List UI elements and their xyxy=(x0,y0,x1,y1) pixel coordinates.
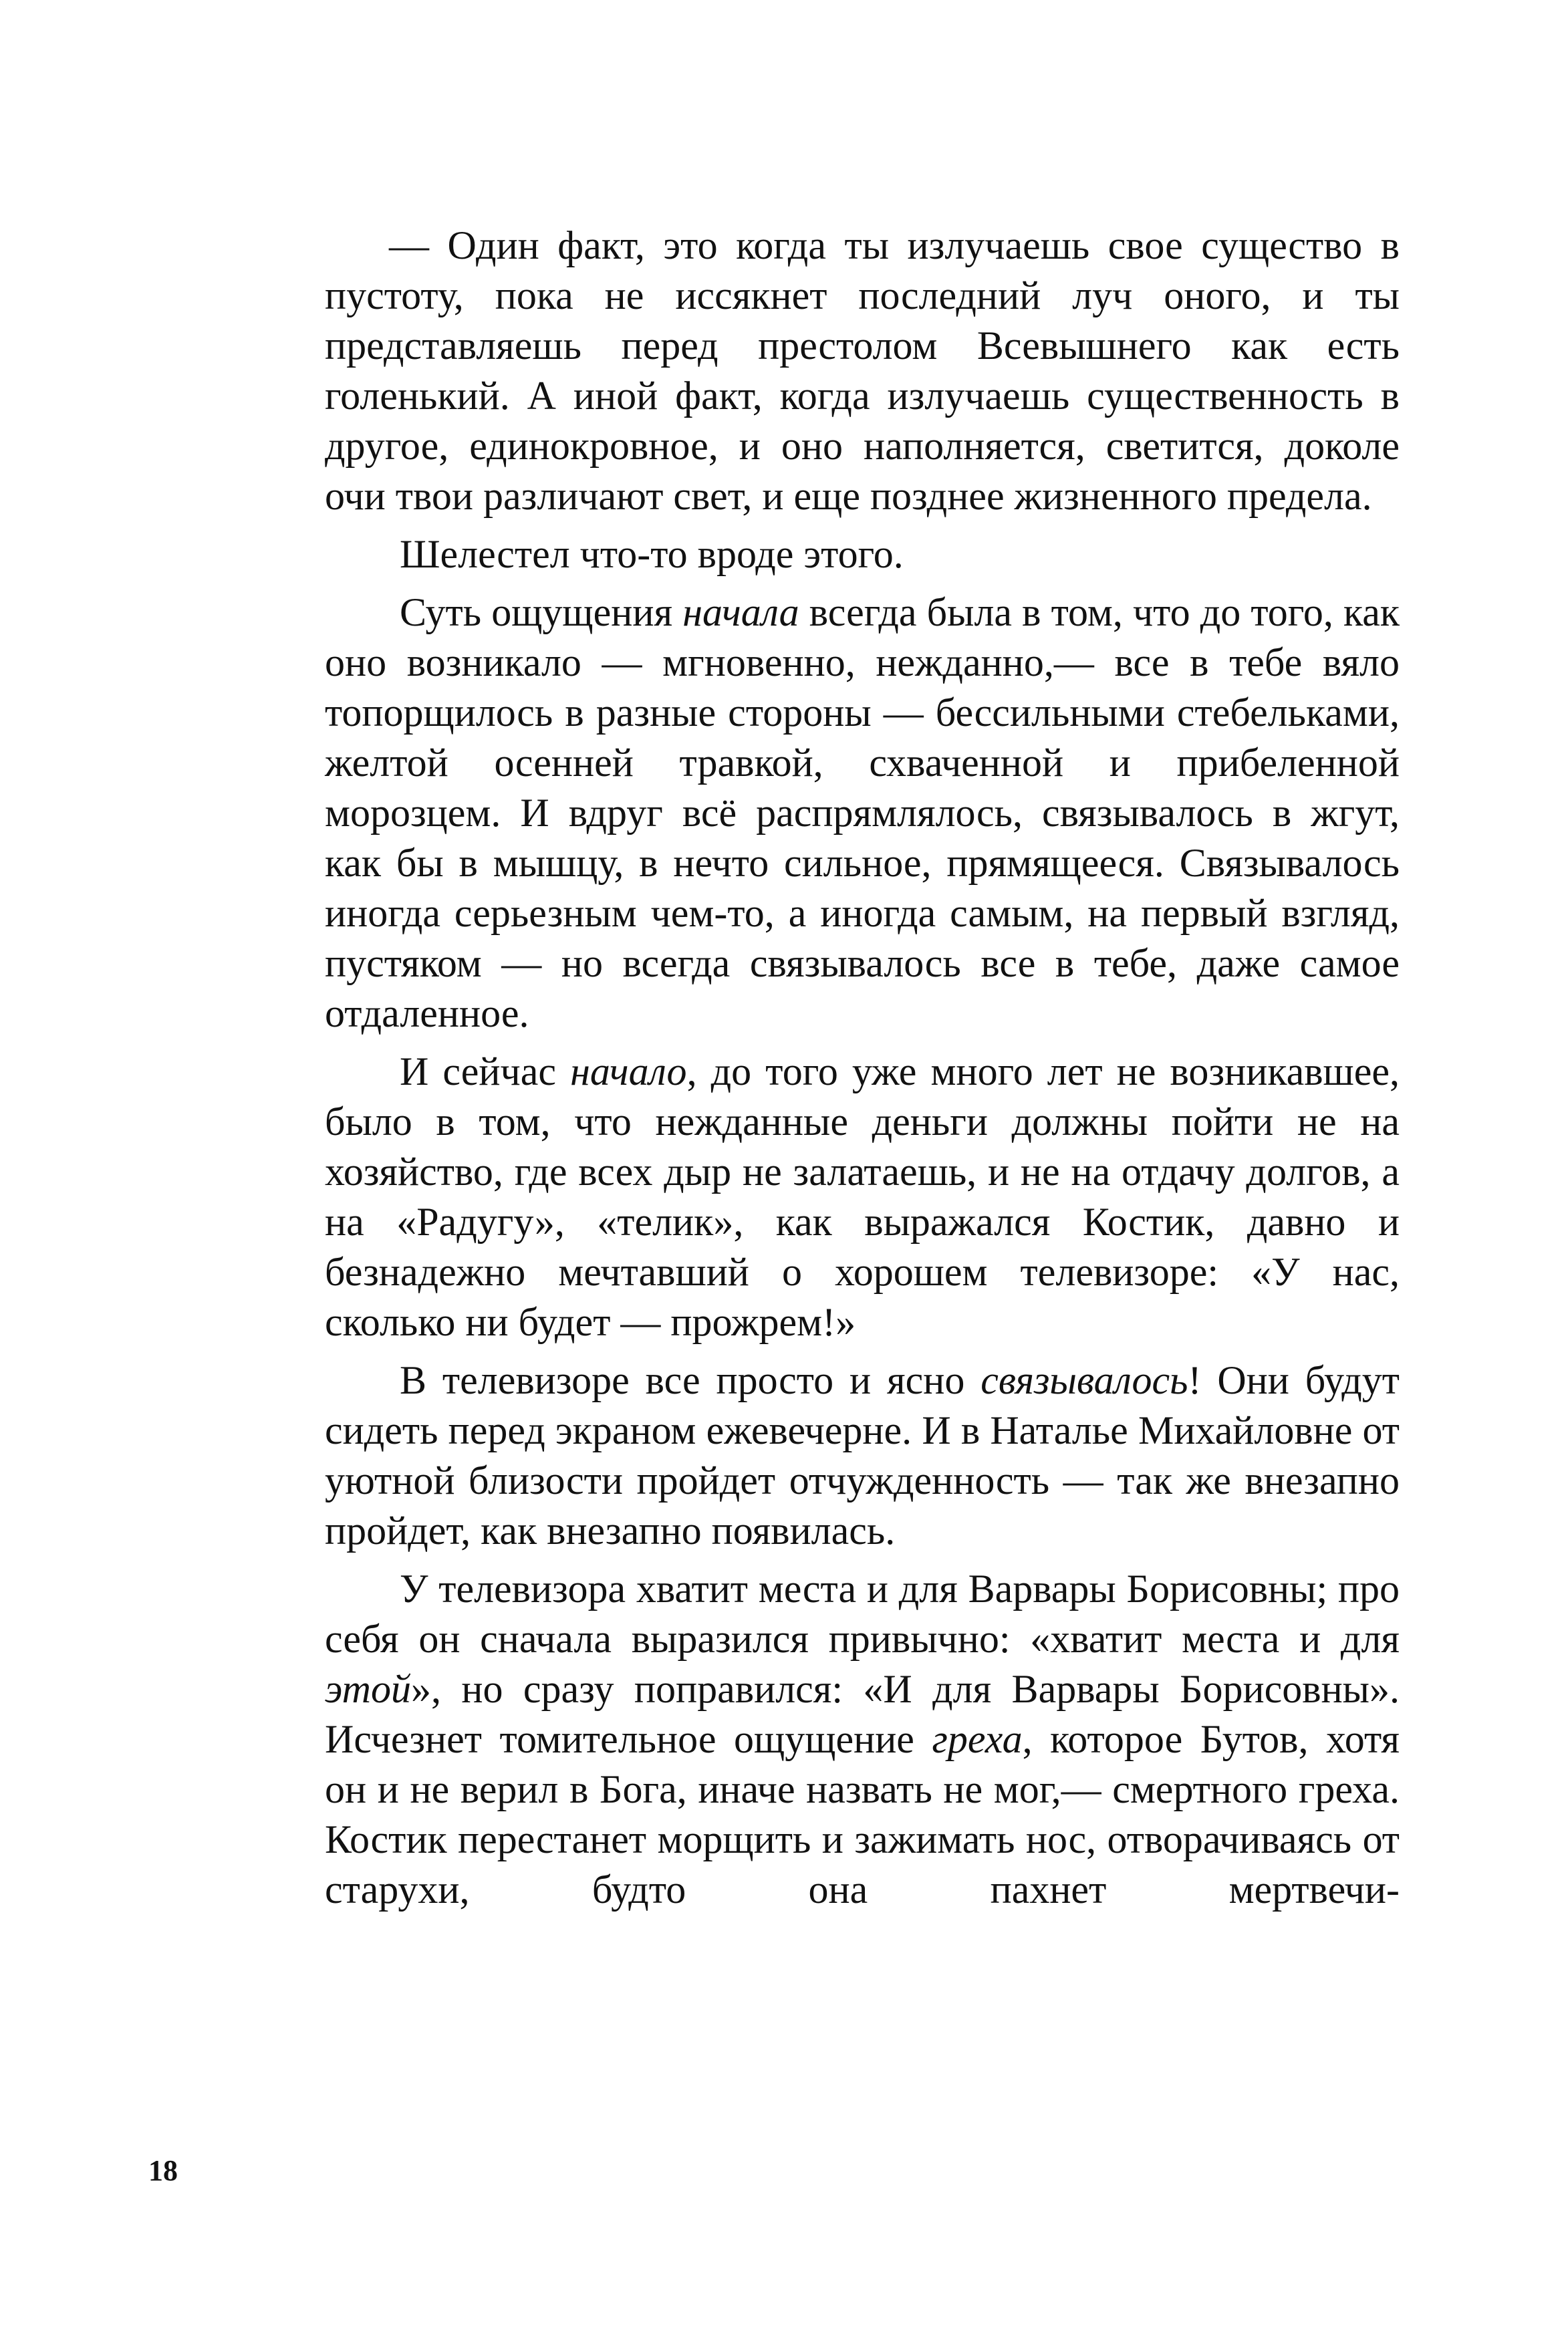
paragraph-6-text-c: , которое Бутов, хотя он и не верил в Бога, иначе назвать не мог,— смертного греха. Костик перестанет морщить и зажимать нос, отворачиваясь от старухи, будто она пахнет мертвечи- xyxy=(325,1717,1400,1912)
paragraph-3 xyxy=(325,588,1400,1039)
paragraph-3-text-a: Суть ощущения xyxy=(400,590,683,634)
paragraph-5 xyxy=(325,1355,1400,1556)
paragraph-2-text: Шелестел что-то вроде этого. xyxy=(400,532,904,576)
paragraph-6-text-a: У телевизора хватит места и для Варвары Борисовны; про себя он сначала выразился привычно: «хватит места и для xyxy=(325,1567,1400,1661)
paragraph-6 xyxy=(325,1564,1400,1915)
body-text xyxy=(325,221,1400,1915)
italic-word-etoy: этой xyxy=(325,1667,411,1711)
paragraph-5-text-b: ! Они будут сидеть перед экраном ежевечерне. И в Наталье Михайловне от уютной близости пройдет отчужденность — так же внезапно пройдет, как внезапно появилась. xyxy=(325,1358,1400,1553)
paragraph-3-text-b: всегда была в том, что до того, как оно возникало — мгновенно, нежданно,— все в тебе вяло топорщилось в разные стороны — бессильными стебельками, желтой осенней травкой, схваченной и прибеленной морозцем. И вдруг всё распрямлялось, связывалось в жгут, как бы в мышцу, в нечто сильное, прямящееся. Связывалось иногда серьезным чем-то, а иногда самым, на первый взгляд, пустяком — но всегда связывалось все в тебе, даже самое отдаленное. xyxy=(325,590,1400,1035)
italic-word-nachalo: начало xyxy=(570,1049,687,1093)
italic-word-nachala: начала xyxy=(682,590,799,634)
paragraph-4 xyxy=(325,1047,1400,1347)
paragraph-1 xyxy=(325,221,1400,521)
italic-word-grekha: греха xyxy=(932,1717,1023,1761)
italic-word-svyazyvalos: связывалось xyxy=(981,1358,1188,1402)
paragraph-5-text-a: В телевизоре все просто и ясно xyxy=(400,1358,981,1402)
paragraph-4-text-a: И сейчас xyxy=(400,1049,571,1093)
paragraph-2 xyxy=(325,529,1400,579)
paragraph-6-text-b: », но сразу поправился: «И для Варвары Борисовны». Исчезнет томительное ощущение xyxy=(325,1667,1400,1761)
page-number: 18 xyxy=(148,2154,178,2187)
paragraph-1-text: — Один факт, это когда ты излучаешь свое существо в пустоту, пока не иссякнет последний луч оного, и ты представляешь перед престолом Всевышнего как есть голенький. А иной факт, когда излучаешь существенность в другое, единокровное, и оно наполняется, светится, доколе очи твои различают свет, и еще позднее жизненного предела. xyxy=(325,223,1400,518)
paragraph-4-text-b: , до того уже много лет не возникавшее, было в том, что нежданные деньги должны пойти не на хозяйство, где всех дыр не залатаешь, и не на отдачу долгов, а на «Радугу», «телик», как выражался Костик, давно и безнадежно мечтавший о хорошем телевизоре: «У нас, сколько ни будет — прожрем!» xyxy=(325,1049,1400,1344)
